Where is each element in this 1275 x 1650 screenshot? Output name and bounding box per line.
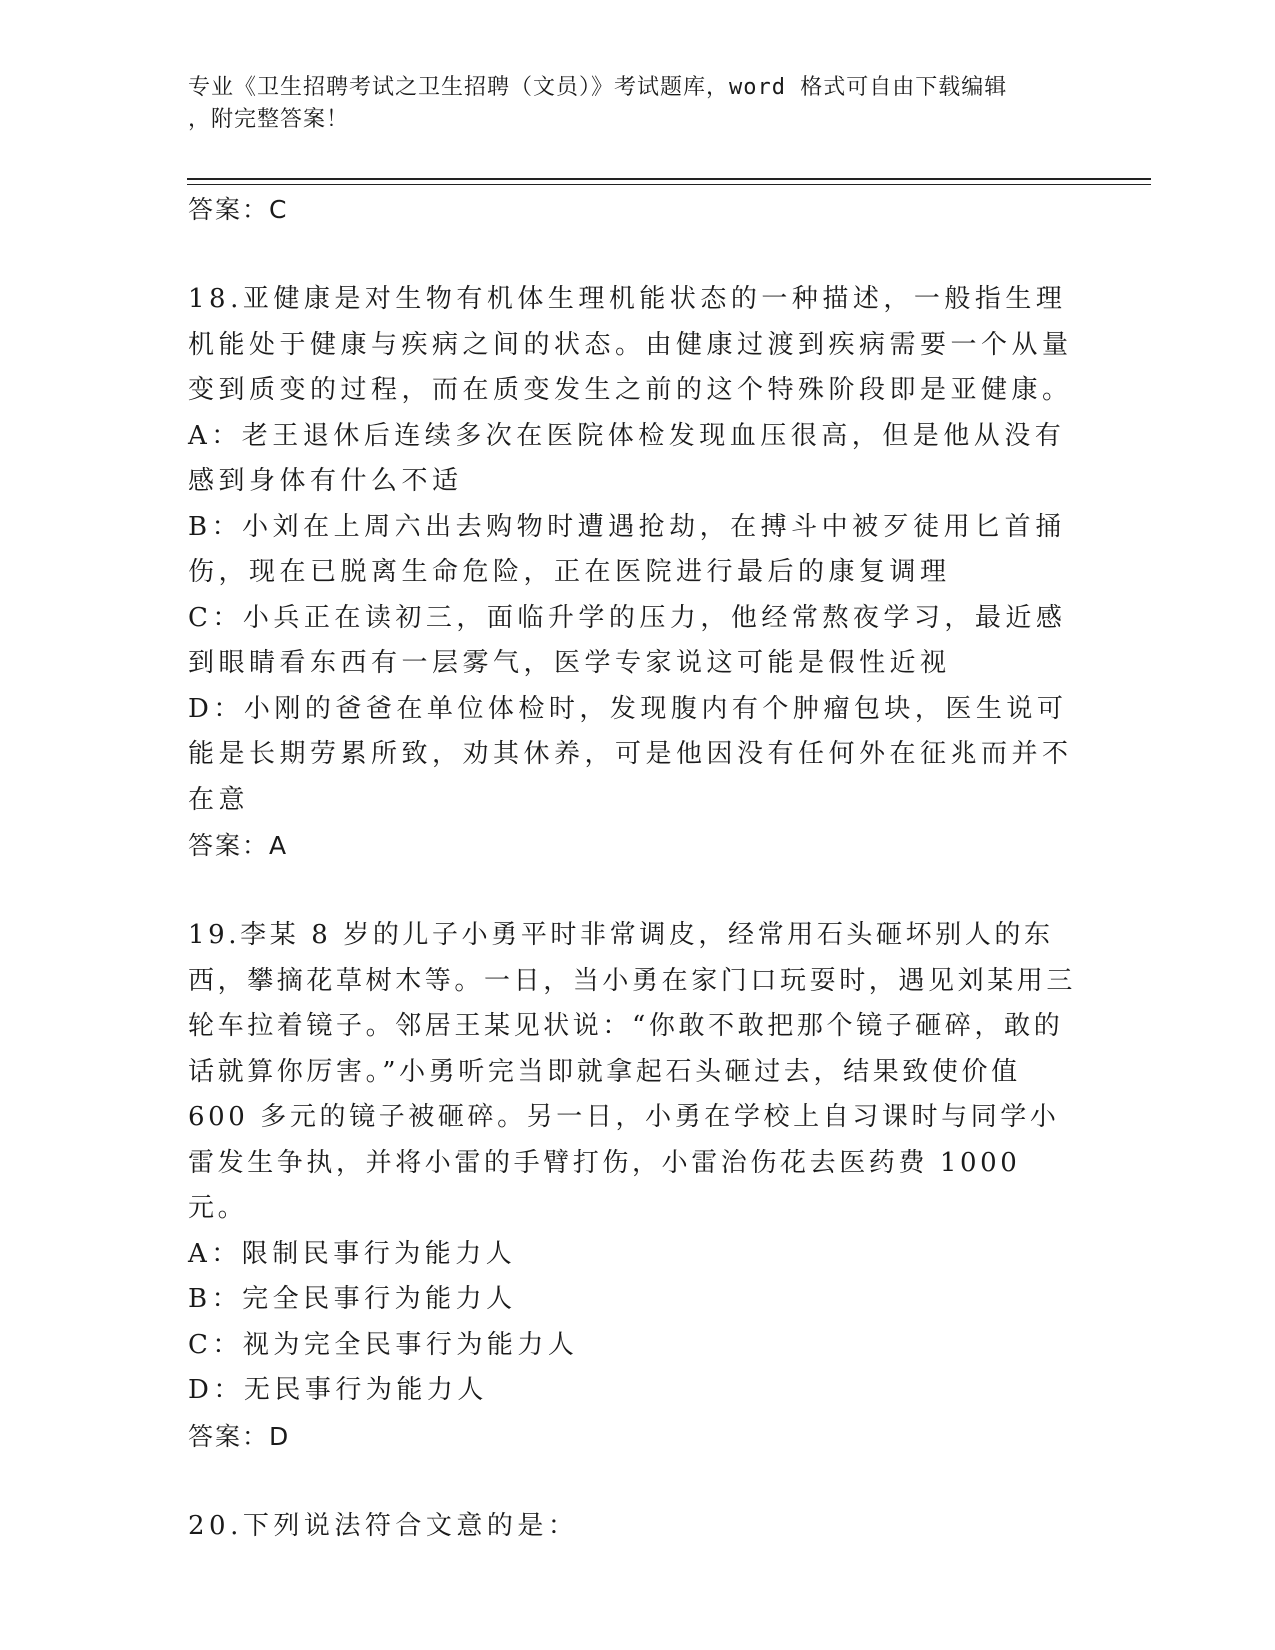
answer: 答案：A: [188, 831, 289, 860]
question-stem: 18.亚健康是对生物有机体生理机能状态的一种描述，一般指生理机能处于健康与疾病之间的状态。由健康过渡到疾病需要一个从量变到质变的过程，而在质变发生之前的这个特殊阶段即是亚健康。: [188, 284, 1073, 405]
previous-answer: 答案：C: [188, 195, 289, 224]
header-rule-thin: [187, 184, 1151, 185]
question-stem: 19.李某 8 岁的儿子小勇平时非常调皮，经常用石头砸坏别人的东西，攀摘花草树木等。一日，当小勇在家门口玩耍时，遇见刘某用三轮车拉着镜子。邻居王某见状说：“你敢不敢把那个镜子砸碎，敢的话就算你厉害。”小勇听完当即就拿起石头砸过去，结果致使价值 600 多元的镜子被砸碎。另一日，小勇在学校上自习课时与同学小雷发生争执，并将小雷的手臂打伤，小雷治伤花去医药费 1000 元。: [188, 920, 1077, 1223]
header-line-2: ，附完整答案！: [188, 107, 350, 132]
header-rule-thick: [187, 178, 1151, 180]
question-20: [188, 1504, 1088, 1550]
spacer: [188, 869, 1088, 913]
answer: 答案：D: [188, 1421, 291, 1451]
question-19: [188, 913, 1088, 1460]
question-18: [188, 277, 1088, 869]
question-stem: 20.下列说法符合文意的是：: [188, 1510, 579, 1541]
option-d: D：小刚的爸爸在单位体检时，发现腹内有个肿瘤包块，医生说可能是长期劳累所致，劝其休养，可是他因没有任何外在征兆而并不在意: [188, 693, 1073, 815]
option-a: A：限制民事行为能力人: [188, 1238, 517, 1269]
option-b: B：小刘在上周六出去购物时遭遇抢劫，在搏斗中被歹徒用匕首捅伤，现在已脱离生命危险，正在医院进行最后的康复调理: [188, 511, 1066, 587]
option-d: D：无民事行为能力人: [188, 1375, 488, 1405]
spacer: [188, 233, 1088, 277]
spacer: [188, 1460, 1088, 1504]
document-body: [188, 187, 1088, 1549]
header-line-1: 专业《卫生招聘考试之卫生招聘（文员）》考试题库，word 格式可自由下载编辑: [188, 75, 1008, 100]
option-b: B：完全民事行为能力人: [188, 1284, 517, 1314]
option-c: C：视为完全民事行为能力人: [188, 1329, 579, 1360]
option-c: C：小兵正在读初三，面临升学的压力，他经常熬夜学习，最近感到眼睛看东西有一层雾气，医学专家说这可能是假性近视: [188, 602, 1067, 678]
option-a: A：老王退休后连续多次在医院体检发现血压很高，但是他从没有感到身体有什么不适: [188, 420, 1066, 496]
document-header: [188, 72, 1088, 136]
